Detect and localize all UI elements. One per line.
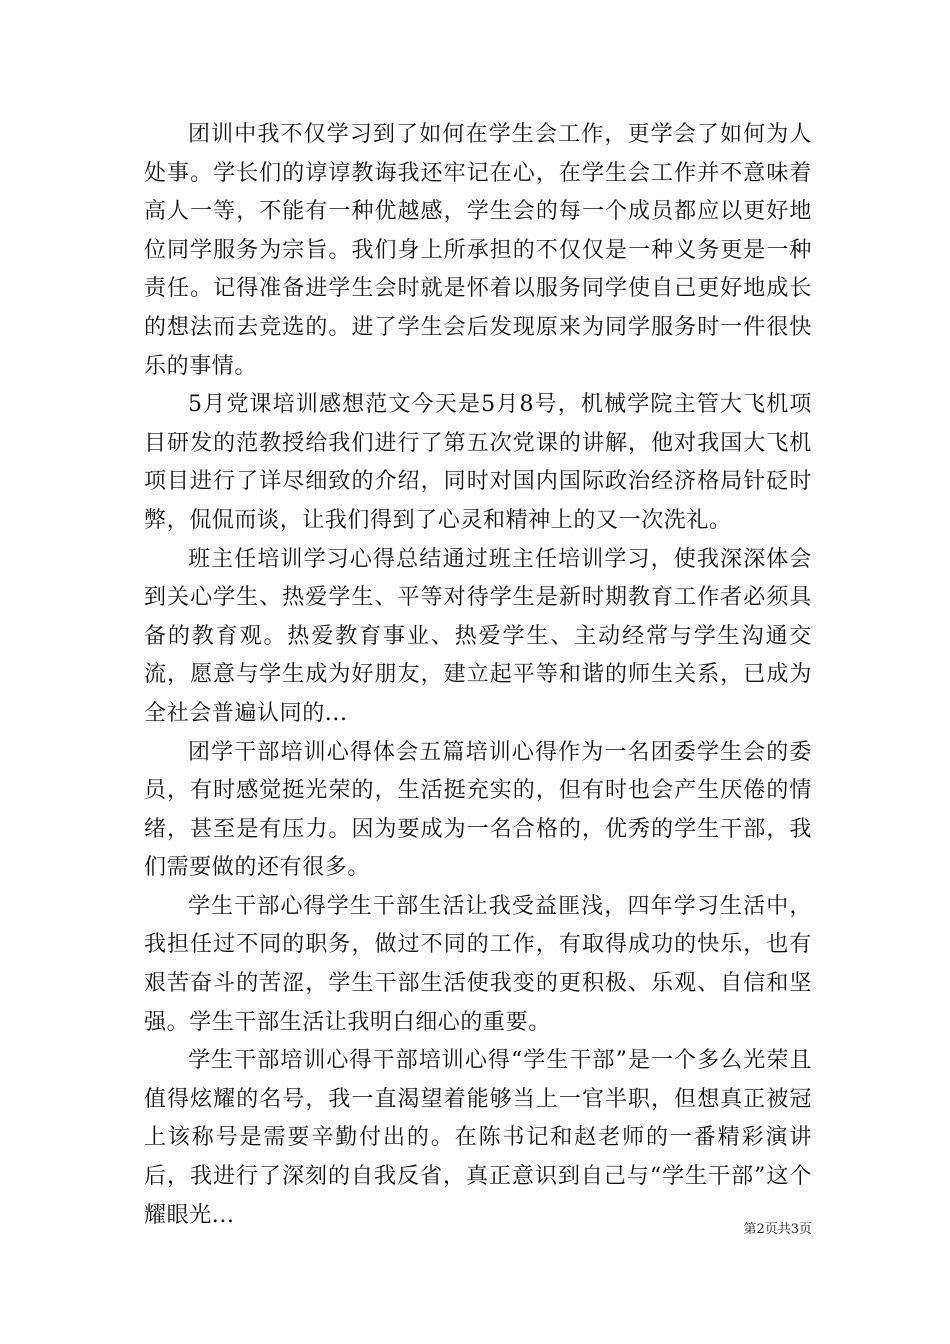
paragraph-4: 团学干部培训心得体会五篇培训心得作为一名团委学生会的委员，有时感觉挺光荣的，生活挺充实的，但有时也会产生厌倦的情绪，甚至是有压力。因为要成为一名合格的，优秀的学生干部，我们需要做的还有很多。 xyxy=(144,739,812,881)
paragraph-2: 5月党课培训感想范文今天是5月8号，机械学院主管大飞机项目研发的范教授给我们进行了第五次党课的讲解，他对我国大飞机项目进行了详尽细致的介绍，同时对国内国际政治经济格局针砭时弊，侃侃而谈，让我们得到了心灵和精神上的又一次洗礼。 xyxy=(144,392,812,533)
paragraph-1: 团训中我不仅学习到了如何在学生会工作，更学会了如何为人处事。学长们的谆谆教诲我还牢记在心，在学生会工作并不意味着高人一等，不能有一种优越感，学生会的每一个成员都应以更好地位同学服务为宗旨。我们身上所承担的不仅仅是一种义务更是一种责任。记得准备进学生会时就是怀着以服务同学使自己更好地成长的想法而去竞选的。进了学生会后发现原来为同学服务时一件很快乐的事情。 xyxy=(144,122,812,379)
page-number-footer: 第2页共3页 xyxy=(743,1222,812,1237)
paragraph-3: 班主任培训学习心得总结通过班主任培训学习，使我深深体会到关心学生、热爱学生、平等对待学生是新时期教育工作者必须具备的教育观。热爱教育事业、热爱学生、主动经常与学生沟通交流，愿意与学生成为好朋友，建立起平等和谐的师生关系，已成为全社会普遍认同的... xyxy=(144,546,812,726)
paragraph-5: 学生干部心得学生干部生活让我受益匪浅，四年学习生活中，我担任过不同的职务，做过不同的工作，有取得成功的快乐，也有艰苦奋斗的苦涩，学生干部生活使我变的更积极、乐观、自信和坚强。学生干部生活让我明白细心的重要。 xyxy=(144,893,812,1035)
paragraph-6: 学生干部培训心得干部培训心得“学生干部”是一个多么光荣且值得炫耀的名号，我一直渴望着能够当上一官半职，但想真正被冠上该称号是需要辛勤付出的。在陈书记和赵老师的一番精彩演讲后，我进行了深刻的自我反省，真正意识到自己与“学生干部”这个耀眼光... xyxy=(144,1048,812,1228)
document-body xyxy=(144,116,812,1235)
